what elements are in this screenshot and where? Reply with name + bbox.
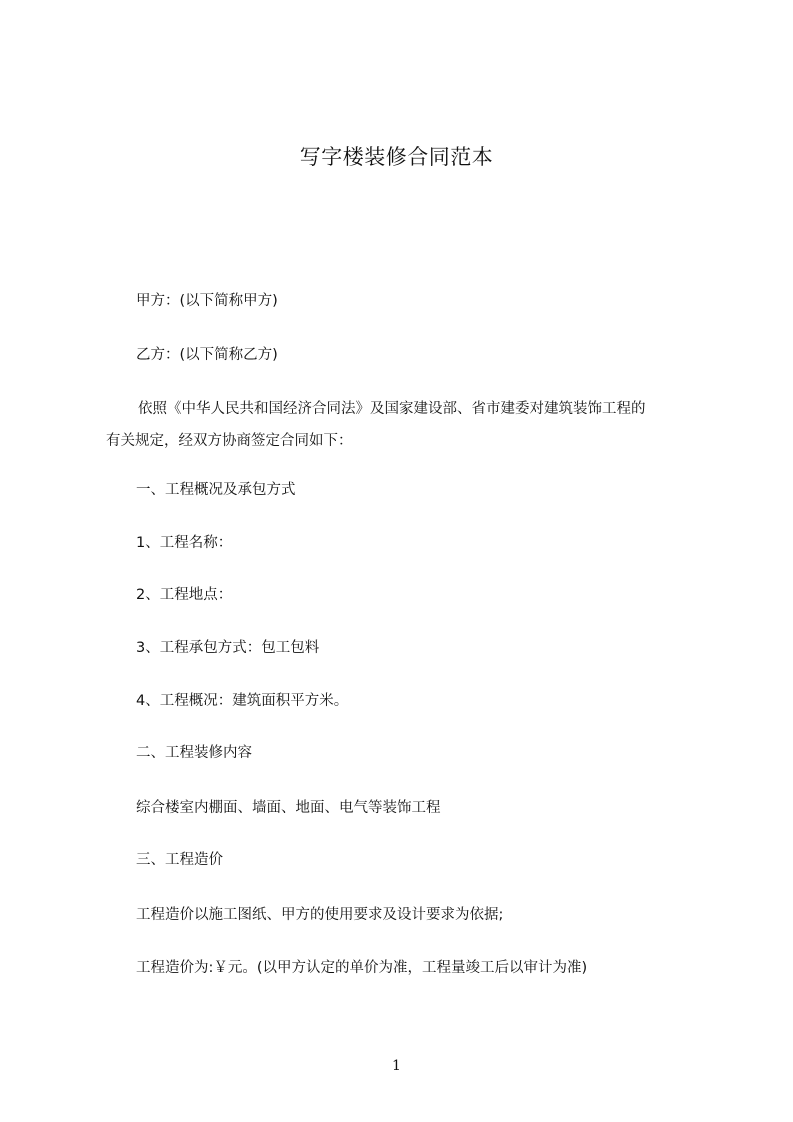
section-3-heading: 三、工程造价 xyxy=(136,852,223,868)
section-2-item-1: 综合楼室内棚面、墙面、地面、电气等装饰工程 xyxy=(136,800,441,816)
preamble-line-2: 有关规定，经双方协商签定合同如下： xyxy=(106,433,353,449)
section-2-heading: 二、工程装修内容 xyxy=(136,745,252,761)
section-1-item-1: 1、工程名称： xyxy=(136,535,233,551)
party-b-line: 乙方：(以下简称乙方) xyxy=(136,347,278,363)
preamble-line-1: 依照《中华人民共和国经济合同法》及国家建设部、省市建委对建筑装饰工程的 xyxy=(138,401,646,417)
page-number: 1 xyxy=(392,1058,401,1074)
preamble-paragraph xyxy=(106,393,706,457)
section-1-item-2: 2、工程地点： xyxy=(136,587,233,603)
party-a-line: 甲方：(以下简称甲方) xyxy=(136,293,278,309)
section-1-heading: 一、工程概况及承包方式 xyxy=(136,482,296,498)
section-3-item-1: 工程造价以施工图纸、甲方的使用要求及设计要求为依据; xyxy=(136,907,504,923)
section-1-item-3: 3、工程承包方式：包工包料 xyxy=(136,640,320,656)
section-1-item-4: 4、工程概况：建筑面积平方米。 xyxy=(136,693,349,709)
section-3-item-2: 工程造价为:￥元。(以甲方认定的单价为准，工程量竣工后以审计为准) xyxy=(136,960,588,976)
document-title: 写字楼装修合同范本 xyxy=(299,145,494,169)
